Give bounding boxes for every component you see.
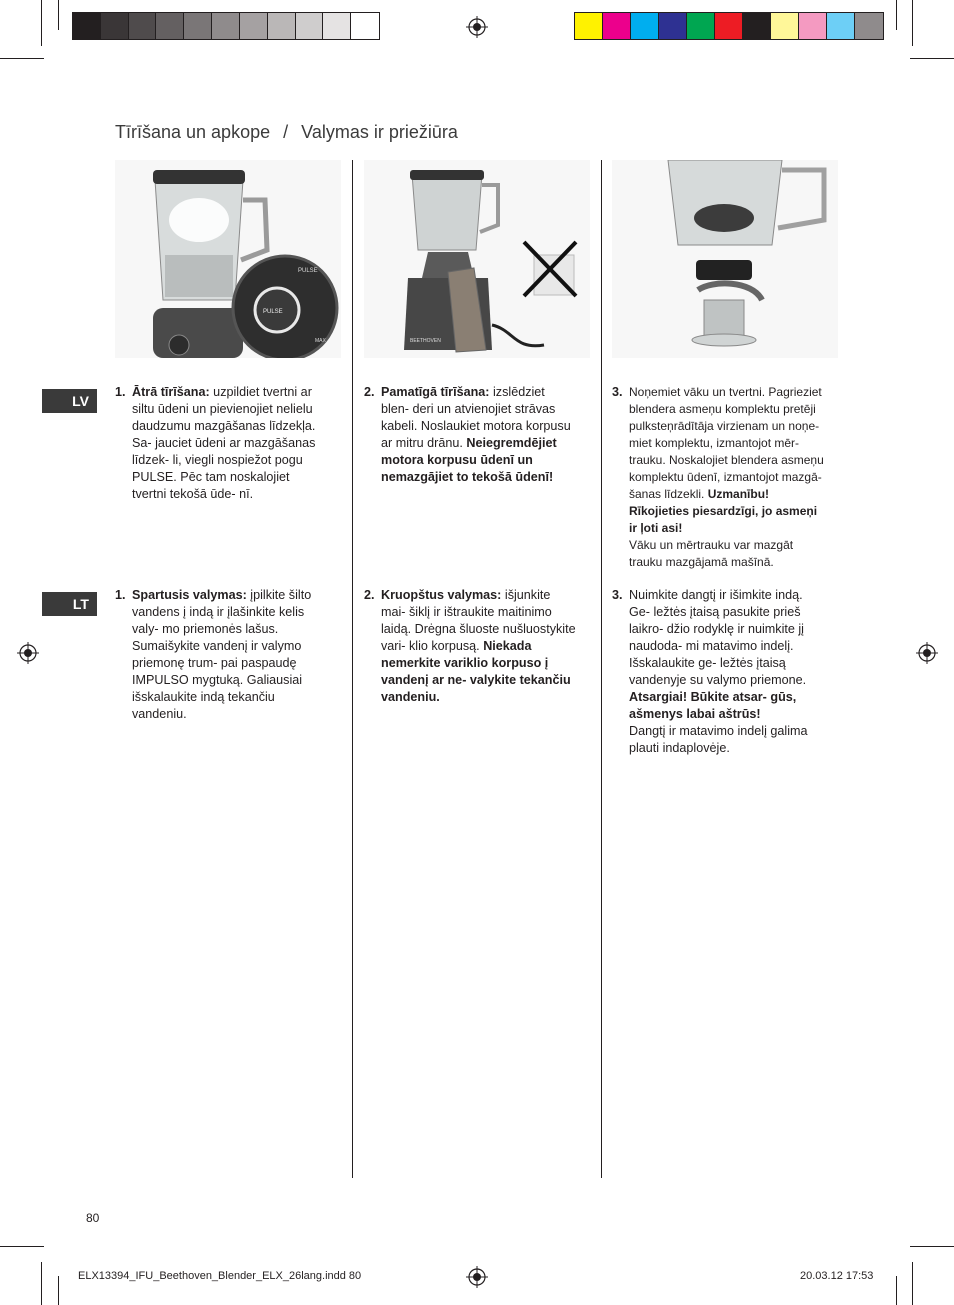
blender-brand: BEETHOVEN	[410, 338, 441, 344]
color-swatch	[799, 13, 827, 39]
color-swatch	[184, 13, 212, 39]
dial-center-pulse: PULSE	[263, 309, 283, 315]
step-text: izslēdziet blen- deri un atvienojiet strāvas kabeli. Noslaukiet motora korpusu ar mitru drānu.	[381, 385, 571, 450]
color-swatch	[351, 13, 379, 39]
registration-mark-icon	[466, 1266, 488, 1288]
step-number: 3.	[612, 385, 623, 399]
crop-mark	[58, 1276, 59, 1305]
color-swatch	[268, 13, 296, 39]
dial-label-max: MAX	[315, 338, 326, 344]
quick-clean-illustration	[115, 160, 341, 358]
lt-step-2	[364, 587, 576, 706]
cmyk-color-bar	[574, 12, 884, 40]
color-swatch	[715, 13, 743, 39]
slug-file: ELX13394_IFU_Beethoven_Blender_ELX_26lang.indd 80	[78, 1270, 362, 1282]
step-text: įpilkite šilto vandens į indą ir įlašinkite kelis valy- mo priemonės lašus. Sumaišykite vandenį ir valymo priemonę trum- pai paspaudę IMPULSO mygtuką. Galiausiai išskalaukite indą tekančiu vandeniu.	[132, 588, 312, 721]
registration-mark-icon	[466, 16, 488, 38]
step-number: 2.	[364, 588, 375, 602]
page-title	[115, 122, 458, 143]
color-swatch	[212, 13, 240, 39]
color-swatch	[743, 13, 771, 39]
registration-mark-icon	[17, 642, 39, 664]
thorough-clean-illustration	[364, 160, 590, 358]
color-swatch	[771, 13, 799, 39]
column-divider	[352, 160, 353, 1178]
crop-mark	[896, 0, 897, 30]
crop-mark	[912, 1262, 913, 1305]
step-title: Spartusis valymas:	[132, 588, 247, 602]
crop-mark	[58, 0, 59, 30]
color-swatch	[827, 13, 855, 39]
step-title: Pamatīgā tīrīšana:	[381, 385, 490, 399]
crop-mark	[41, 0, 42, 46]
lv-step-1	[115, 384, 327, 503]
color-swatch	[101, 13, 129, 39]
crop-mark	[0, 1246, 44, 1247]
color-swatch	[659, 13, 687, 39]
color-swatch	[129, 13, 157, 39]
crop-mark	[910, 58, 954, 59]
dial-label-pulse: PULSE	[298, 268, 318, 274]
blade-assembly-illustration	[612, 160, 838, 358]
color-swatch	[323, 13, 351, 39]
color-swatch	[575, 13, 603, 39]
title-separator: /	[283, 122, 289, 142]
step-warning: Neiegremdējiet motora korpusu ūdenī un nemazgājiet to tekošā ūdenī!	[381, 436, 557, 484]
step-number: 2.	[364, 385, 375, 399]
crop-mark	[896, 1276, 897, 1305]
step-title: Kruopštus valymas:	[381, 588, 502, 602]
step-warning: Atsargiai! Būkite atsar- gūs, ašmenys labai aštrūs!	[629, 690, 797, 721]
grayscale-color-bar	[72, 12, 380, 40]
step-number: 1.	[115, 588, 126, 602]
lang-tag-lv: LV	[42, 389, 97, 413]
step-text: Nuimkite dangtį ir išimkite indą. Ge- ležtės įtaisą pasukite prieš laikro- džio rodyklę ir nuimkite jį naudoda- mi matavimo indelį. Išskalaukite ge- ležtės įtaisą vandenyje su valymo priemone.	[629, 588, 807, 687]
title-lv: Tīrīšana un apkope	[115, 122, 271, 142]
color-swatch	[73, 13, 101, 39]
column-divider	[601, 160, 602, 1178]
lv-step-2	[364, 384, 576, 486]
step-text: išjunkite mai- šiklį ir ištraukite maitinimo laidą. Drėgna šluoste nušluostykite vari- klio korpusą.	[381, 588, 576, 653]
lt-step-3	[612, 587, 824, 757]
step-title: Ātrā tīrīšana:	[132, 385, 210, 399]
page-number: 80	[86, 1211, 100, 1225]
color-swatch	[156, 13, 184, 39]
registration-mark-icon	[916, 642, 938, 664]
crop-mark	[0, 58, 44, 59]
step-warning: Uzmanību! Rīkojieties piesardzīgi, jo asmeņi ir ļoti asi!	[629, 487, 818, 535]
step-warning: Niekada nemerkite variklio korpuso į vandenį ar ne- valykite tekančiu vandeniu.	[381, 639, 571, 704]
color-swatch	[296, 13, 324, 39]
crop-mark	[910, 1246, 954, 1247]
step-text: uzpildiet tvertni ar siltu ūdeni un pievienojiet nelielu daudzumu mazgāšanas līdzekļa. Sa- jauciet ūdeni ar mazgāšanas līdzek- li, viegli nospiežot pogu PULSE. Pēc tam noskalojiet tvertni tekošā ūde- nī.	[132, 385, 316, 501]
color-swatch	[855, 13, 883, 39]
color-swatch	[687, 13, 715, 39]
color-swatch	[240, 13, 268, 39]
step-note: Dangtį ir matavimo indelį galima plauti indaplovėje.	[629, 724, 808, 755]
color-swatch	[631, 13, 659, 39]
crop-mark	[41, 1262, 42, 1305]
step-text: Noņemiet vāku un tvertni. Pagrieziet blendera asmeņu komplektu pretēji pulksteņrādītāja virzienam un noņe- miet komplektu, izmantojot mēr- trauku. Noskalojiet blendera asmeņu komplektu ūdenī, izmantojot mazgā- šanas līdzekli.	[629, 385, 824, 501]
step-note: Vāku un mērtrauku var mazgāt trauku mazgājamā mašīnā.	[629, 538, 794, 569]
color-swatch	[603, 13, 631, 39]
lv-step-3	[612, 384, 824, 571]
crop-mark	[912, 0, 913, 46]
title-lt: Valymas ir priežiūra	[301, 122, 458, 142]
step-number: 3.	[612, 588, 623, 602]
lt-step-1	[115, 587, 327, 723]
step-number: 1.	[115, 385, 126, 399]
slug-date: 20.03.12 17:53	[800, 1270, 874, 1282]
lang-tag-lt: LT	[42, 592, 97, 616]
